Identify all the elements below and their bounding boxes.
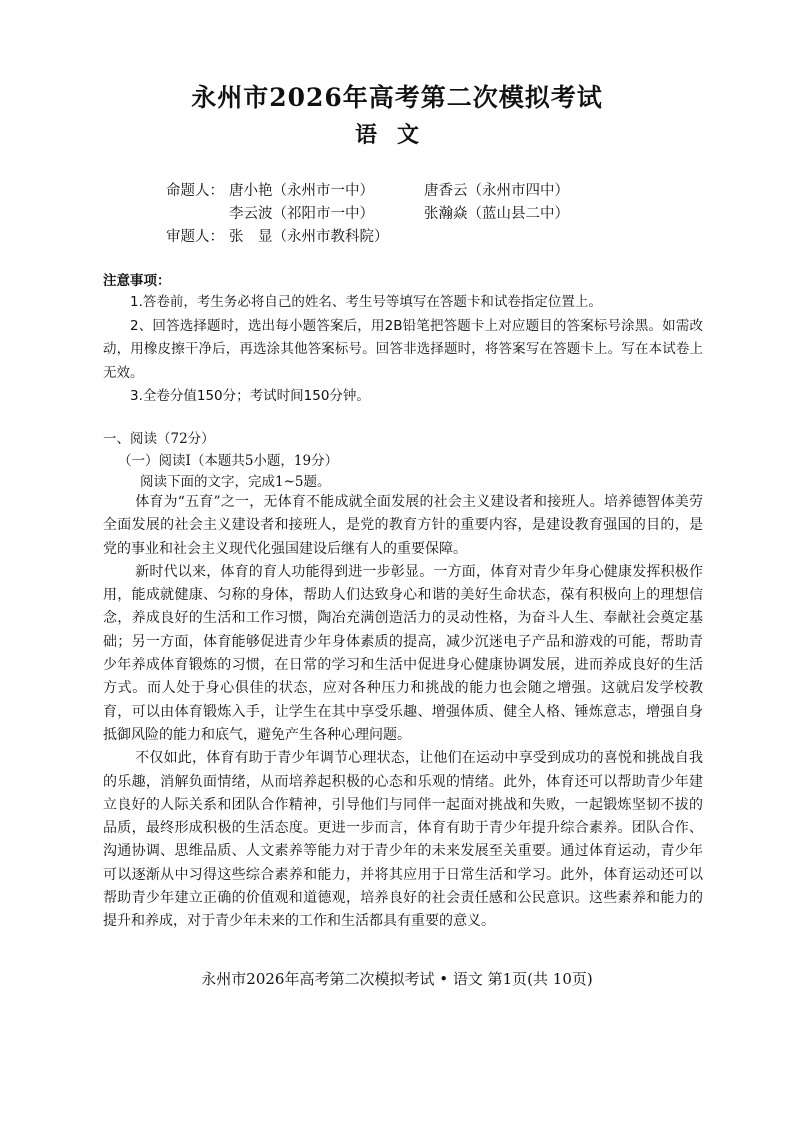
passage-paragraph: 新时代以来，体育的育人功能得到进一步彰显。一方面，体育对青少年身心健康发挥积极作用，能成就健康、匀称的身体，帮助人们达致身心和谐的美好生命状态，葆有积极向上的理想信念，养成良好的生活和工作习惯，陶冶充满创造活力的灵动性格，为奋斗人生、奉献社会奠定基础；另一方面，体育能够促进青少年身体素质的提高，减少沉迷电子产品和游戏的可能，帮助青少年养成体育锻炼的习惯，在日常的学习和生活中促进身心健康协调发展，进而养成良好的生活方式。而人处于身心俱佳的状态，应对各种压力和挑战的能力也会随之增强。这就启发学校教育，可以由体育锻炼入手，让学生在其中享受乐趣、增强体质、健全人格、锤炼意志，增强自身抵御风险的能力和底气，避免产生各种心理问题。	[103, 563, 703, 743]
author-4: 张瀚焱（蓝山县二中）	[424, 206, 569, 222]
exam-subject: 语文	[354, 122, 439, 148]
notice-list	[103, 291, 703, 409]
author-1: 唐小艳（永州市一中）	[229, 183, 374, 199]
reading-instruction: 阅读下面的文字，完成1~5题。	[140, 474, 331, 490]
exam-title: 永州市2026年高考第二次模拟考试	[191, 83, 603, 112]
reviewer: 张 显（永州市教科院）	[229, 229, 389, 245]
author-2: 唐香云（永州市四中）	[424, 183, 569, 199]
propose-label: 命题人：	[166, 183, 224, 199]
section-subtitle: （一）阅读Ⅰ（本题共5小题，19分）	[118, 453, 339, 469]
author-3: 李云波（祁阳市一中）	[229, 206, 374, 222]
page-footer: 永州市2026年高考第二次模拟考试 • 语文 第1页(共 10页)	[201, 970, 593, 988]
notice-title: 注意事项：	[103, 273, 171, 289]
notice-item: 2、回答选择题时，选出每小题答案后，用2B铅笔把答题卡上对应题目的答案标号涂黑。如需改动，用橡皮擦干净后，再选涂其他答案标号。回答非选择题时，将答案写在答题卡上。写在本试卷上无效。	[103, 317, 703, 381]
passage-paragraph: 不仅如此，体育有助于青少年调节心理状态，让他们在运动中享受到成功的喜悦和挑战自我的乐趣，消解负面情绪，从而培养起积极的心态和乐观的情绪。此外，体育还可以帮助青少年建立良好的人际关系和团队合作精神，引导他们与同伴一起面对挑战和失败，一起锻炼坚韧不拔的品质，最终形成积极的生活态度。更进一步而言，体育有助于青少年提升综合素养。团队合作、沟通协调、思维品质、人文素养等能力对于青少年的未来发展至关重要。通过体育运动，青少年可以逐渐从中习得这些综合素养和能力，并将其应用于日常生活和学习。此外，体育运动还可以帮助青少年建立正确的价值观和道德观，培养良好的社会责任感和公民意识。这些素养和能力的提升和养成，对于青少年未来的工作和生活都具有重要的意义。	[103, 750, 703, 930]
review-label: 审题人：	[166, 229, 224, 245]
passage-paragraph: 体育为“五育”之一，无体育不能成就全面发展的社会主义建设者和接班人。培养德智体美劳全面发展的社会主义建设者和接班人，是党的教育方针的重要内容，是建设教育强国的目的，是党的事业和社会主义现代化强国建设后继有人的重要保障。	[103, 494, 703, 557]
notice-item: 1.答卷前，考生务必将自己的姓名、考生号等填写在答题卡和试卷指定位置上。	[130, 294, 602, 310]
notice-item: 3.全卷分值150分；考试时间150分钟。	[130, 388, 370, 404]
reading-passage	[103, 491, 703, 934]
section-title: 一、阅读（72分）	[103, 431, 215, 447]
